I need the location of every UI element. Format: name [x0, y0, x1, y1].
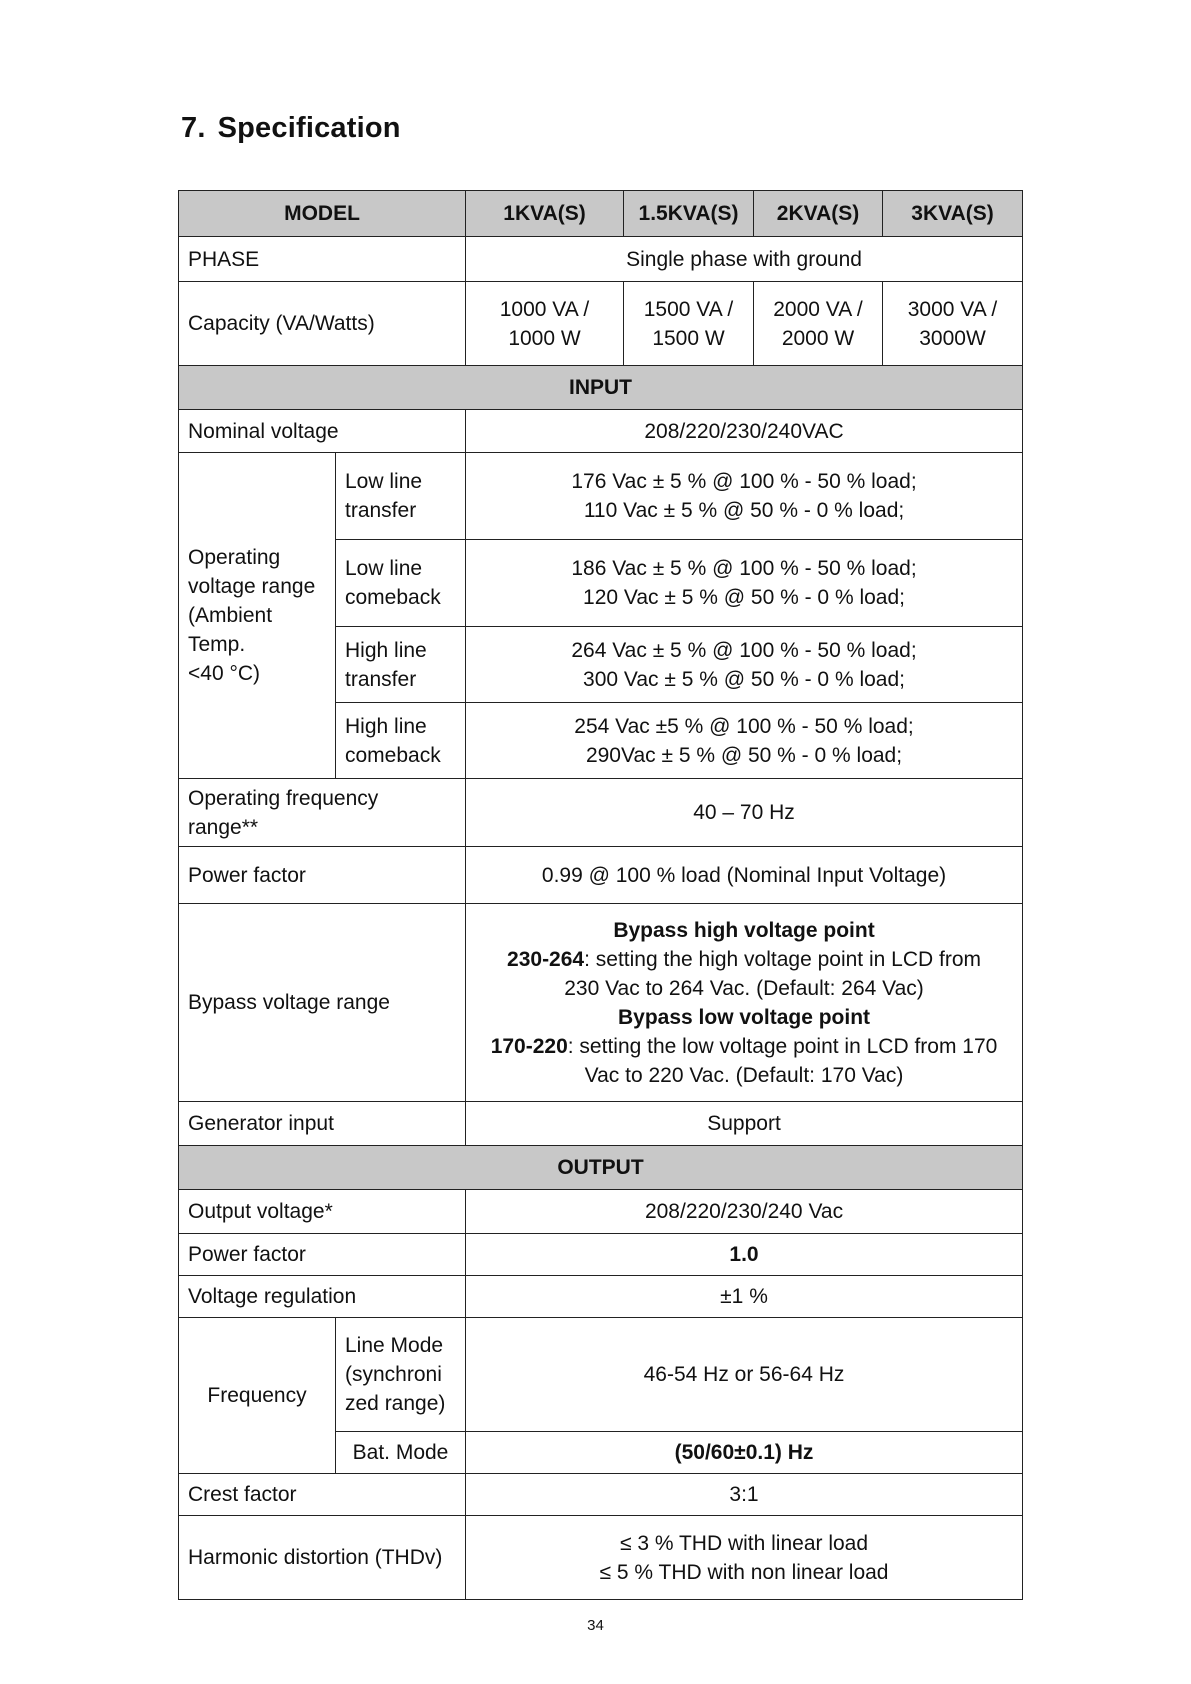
- capacity-2kva-va: 2000 VA /: [773, 297, 863, 321]
- capacity-row: [179, 282, 1023, 366]
- sub-label-line: High line: [345, 638, 427, 662]
- output-power-factor-value: 1.0: [466, 1234, 1023, 1276]
- voltage-regulation-value: ±1 %: [466, 1276, 1023, 1318]
- low-line-transfer-label: [336, 453, 466, 540]
- value-line: 120 Vac ± 5 % @ 50 % - 0 % load;: [583, 586, 905, 609]
- nominal-voltage-row: [179, 410, 1023, 453]
- operating-frequency-label: [179, 779, 466, 847]
- bat-mode-label: Bat. Mode: [336, 1432, 466, 1474]
- bypass-high-range: 230-264: [507, 947, 585, 971]
- high-line-transfer-value: [466, 627, 1023, 703]
- bypass-high-title: Bypass high voltage point: [613, 918, 875, 942]
- bypass-low-title: Bypass low voltage point: [617, 1005, 871, 1029]
- output-section-title: OUTPUT: [179, 1146, 1023, 1190]
- generator-input-row: [179, 1102, 1023, 1146]
- operating-frequency-row: [179, 779, 1023, 847]
- value-line: 110 Vac ± 5 % @ 50 % - 0 % load;: [583, 499, 905, 522]
- sub-label-line: Line Mode: [345, 1334, 444, 1357]
- bypass-high-line-2: 230 Vac to 264 Vac. (Default: 264 Vac): [564, 976, 924, 1000]
- capacity-3kva-w: 3000W: [919, 326, 986, 350]
- capacity-3kva-va: 3000 VA /: [907, 297, 998, 321]
- value-line: 300 Vac ± 5 % @ 50 % - 0 % load;: [583, 667, 905, 691]
- phase-value: Single phase with ground: [466, 237, 1023, 282]
- line-mode-label: [336, 1318, 466, 1432]
- line-mode-value: 46-54 Hz or 56-64 Hz: [466, 1318, 1023, 1432]
- operating-range-label-line: (Ambient: [188, 604, 273, 627]
- operating-voltage-range-label: [179, 453, 336, 779]
- output-voltage-row: [179, 1190, 1023, 1234]
- crest-factor-value: 3:1: [466, 1474, 1023, 1516]
- value-line: ≤ 5 % THD with non linear load: [599, 1560, 889, 1584]
- value-line: 290Vac ± 5 % @ 50 % - 0 % load;: [585, 743, 903, 767]
- value-line: 264 Vac ± 5 % @ 100 % - 50 % load;: [571, 638, 917, 662]
- model-1kva: 1KVA(S): [466, 191, 624, 237]
- value-line: 176 Vac ± 5 % @ 100 % - 50 % load;: [571, 470, 917, 493]
- low-line-transfer-row: [179, 453, 1023, 540]
- capacity-1-5kva-w: 1500 W: [652, 326, 725, 350]
- sub-label-line: comeback: [345, 586, 441, 609]
- capacity-1-5kva-va: 1500 VA /: [643, 297, 734, 321]
- sub-label-line: High line: [345, 714, 427, 738]
- capacity-3kva: [883, 282, 1023, 366]
- bypass-high-line-1: [470, 945, 1018, 974]
- capacity-1kva-w: 1000 W: [508, 326, 581, 350]
- bypass-high-text: : setting the high voltage point in LCD from: [584, 947, 981, 971]
- nominal-voltage-label: Nominal voltage: [179, 410, 466, 453]
- sub-label-line: Low line: [345, 470, 423, 493]
- output-power-factor-row: [179, 1234, 1023, 1276]
- voltage-regulation-label: Voltage regulation: [179, 1276, 466, 1318]
- input-power-factor-value: 0.99 @ 100 % load (Nominal Input Voltage): [466, 847, 1023, 904]
- bypass-low-text: : setting the low voltage point in LCD from 170: [567, 1034, 998, 1058]
- label-line: range**: [188, 815, 259, 839]
- input-power-factor-row: [179, 847, 1023, 904]
- bypass-voltage-value: [466, 904, 1023, 1102]
- low-line-comeback-value: [466, 540, 1023, 627]
- voltage-regulation-row: [179, 1276, 1023, 1318]
- capacity-2kva-w: 2000 W: [781, 326, 855, 350]
- harmonic-distortion-row: [179, 1516, 1023, 1600]
- generator-input-label: Generator input: [179, 1102, 466, 1146]
- nominal-voltage-value: 208/220/230/240VAC: [466, 410, 1023, 453]
- frequency-label: Frequency: [179, 1318, 336, 1474]
- model-header-row: [179, 191, 1023, 237]
- model-header-label: MODEL: [179, 191, 466, 237]
- bypass-low-line-2: Vac to 220 Vac. (Default: 170 Vac): [584, 1063, 904, 1087]
- sub-label-line: zed range): [345, 1392, 446, 1415]
- model-2kva: 2KVA(S): [754, 191, 883, 237]
- sub-label-line: Low line: [345, 557, 423, 580]
- capacity-1-5kva: [624, 282, 754, 366]
- section-heading: [181, 112, 401, 145]
- sub-label-line: (synchroni: [345, 1363, 442, 1386]
- frequency-line-mode-row: [179, 1318, 1023, 1432]
- high-line-comeback-value: [466, 703, 1023, 779]
- bat-mode-value: (50/60±0.1) Hz: [466, 1432, 1023, 1474]
- capacity-1kva-va: 1000 VA /: [499, 297, 590, 321]
- phase-label: PHASE: [179, 237, 466, 282]
- sub-label-line: transfer: [345, 667, 417, 691]
- capacity-2kva: [754, 282, 883, 366]
- high-line-transfer-label: [336, 627, 466, 703]
- operating-frequency-value: 40 – 70 Hz: [466, 779, 1023, 847]
- label-line: Operating frequency: [188, 786, 379, 810]
- output-section-row: [179, 1146, 1023, 1190]
- harmonic-distortion-value: [466, 1516, 1023, 1600]
- operating-range-label-line: voltage range: [188, 575, 316, 598]
- sub-label-line: transfer: [345, 499, 417, 522]
- sub-label-line: comeback: [345, 743, 441, 767]
- bypass-low-range: 170-220: [490, 1034, 568, 1058]
- input-section-row: [179, 366, 1023, 410]
- value-line: 186 Vac ± 5 % @ 100 % - 50 % load;: [571, 557, 917, 580]
- input-power-factor-label: Power factor: [179, 847, 466, 904]
- operating-range-label-line: Temp.: [188, 633, 246, 656]
- crest-factor-row: [179, 1474, 1023, 1516]
- specification-table: [178, 190, 1023, 1600]
- harmonic-distortion-label: Harmonic distortion (THDv): [179, 1516, 466, 1600]
- value-line: ≤ 3 % THD with linear load: [619, 1531, 869, 1555]
- model-3kva: 3KVA(S): [883, 191, 1023, 237]
- output-power-factor-label: Power factor: [179, 1234, 466, 1276]
- operating-range-label-line: <40 °C): [188, 662, 261, 685]
- capacity-1kva: [466, 282, 624, 366]
- output-voltage-value: 208/220/230/240 Vac: [466, 1190, 1023, 1234]
- bypass-voltage-row: [179, 904, 1023, 1102]
- bypass-voltage-label: Bypass voltage range: [179, 904, 466, 1102]
- generator-input-value: Support: [466, 1102, 1023, 1146]
- output-voltage-label: Output voltage*: [179, 1190, 466, 1234]
- value-line: 254 Vac ±5 % @ 100 % - 50 % load;: [574, 714, 914, 738]
- page-number: 34: [587, 1617, 604, 1634]
- operating-range-label-line: Operating: [188, 546, 281, 569]
- section-title: Specification: [217, 112, 401, 144]
- section-number: 7.: [181, 112, 206, 144]
- low-line-transfer-value: [466, 453, 1023, 540]
- high-line-comeback-label: [336, 703, 466, 779]
- phase-row: [179, 237, 1023, 282]
- crest-factor-label: Crest factor: [179, 1474, 466, 1516]
- model-1-5kva: 1.5KVA(S): [624, 191, 754, 237]
- capacity-label: Capacity (VA/Watts): [179, 282, 466, 366]
- low-line-comeback-label: [336, 540, 466, 627]
- input-section-title: INPUT: [179, 366, 1023, 410]
- bypass-low-line-1: [470, 1032, 1018, 1061]
